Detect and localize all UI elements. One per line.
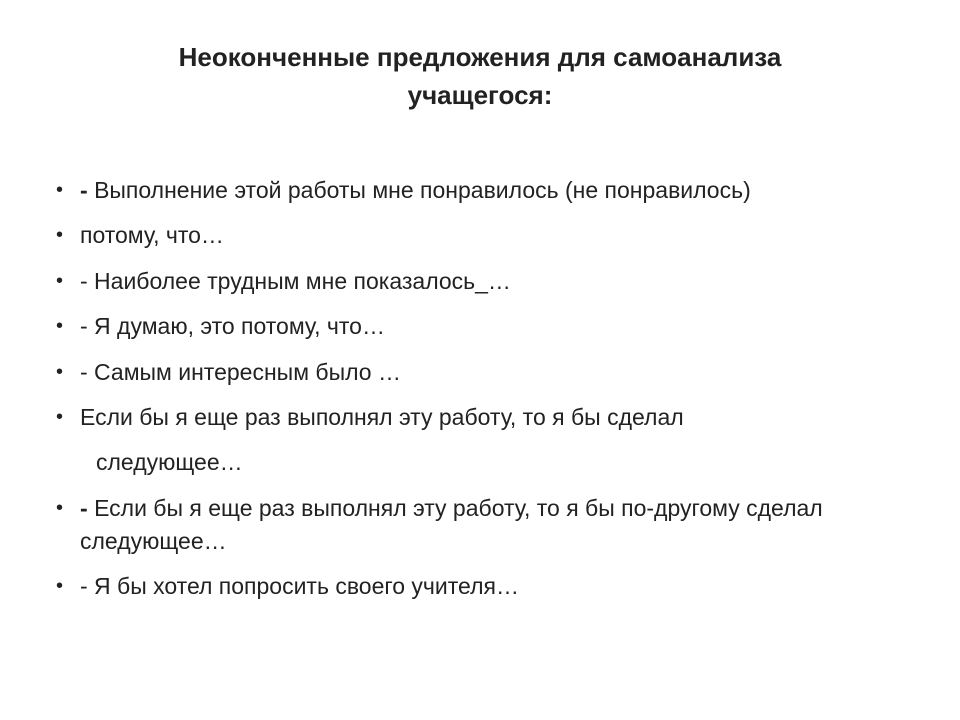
- item-text: - Наиболее трудным мне показалось_…: [80, 267, 511, 294]
- item-prefix: -: [80, 177, 95, 203]
- bullet-icon: •: [56, 224, 64, 247]
- slide-title: [80, 38, 880, 114]
- list-item: [0, 174, 960, 207]
- list-item: [0, 219, 960, 252]
- list-item: [0, 356, 960, 389]
- item-text: Выполнение этой работы мне понравилось (не понравилось): [94, 177, 751, 203]
- item-text: Если бы я еще раз выполнял эту работу, то я бы сделал: [80, 403, 684, 430]
- list-item: [0, 310, 960, 343]
- bullet-icon: •: [56, 315, 64, 338]
- item-text: следующее…: [96, 449, 243, 476]
- bullet-icon: •: [56, 269, 64, 292]
- item-text: - Самым интересным было …: [80, 358, 401, 385]
- item-text: - Я думаю, это потому, что…: [80, 313, 385, 340]
- list-item-continuation: [0, 446, 960, 479]
- sentence-list: [0, 174, 960, 616]
- bullet-icon: •: [56, 575, 64, 598]
- item-text: потому, что…: [80, 222, 224, 249]
- slide-title-line-2: учащегося:: [407, 80, 553, 110]
- bullet-icon: •: [56, 405, 64, 428]
- item-text: - Я бы хотел попросить своего учителя…: [80, 573, 519, 600]
- item-prefix: -: [80, 494, 95, 521]
- bullet-icon: •: [56, 179, 64, 201]
- list-item: [0, 265, 960, 298]
- bullet-icon: •: [56, 360, 64, 383]
- list-item: [0, 401, 960, 434]
- slide-title-line-1: Неоконченные предложения для самоанализа: [178, 42, 782, 72]
- item-text: Если бы я еще раз выполнял эту работу, то я бы по-другому сделал следующее…: [80, 494, 823, 554]
- list-item: [0, 570, 960, 603]
- bullet-icon: •: [56, 496, 64, 519]
- list-item: [0, 492, 960, 558]
